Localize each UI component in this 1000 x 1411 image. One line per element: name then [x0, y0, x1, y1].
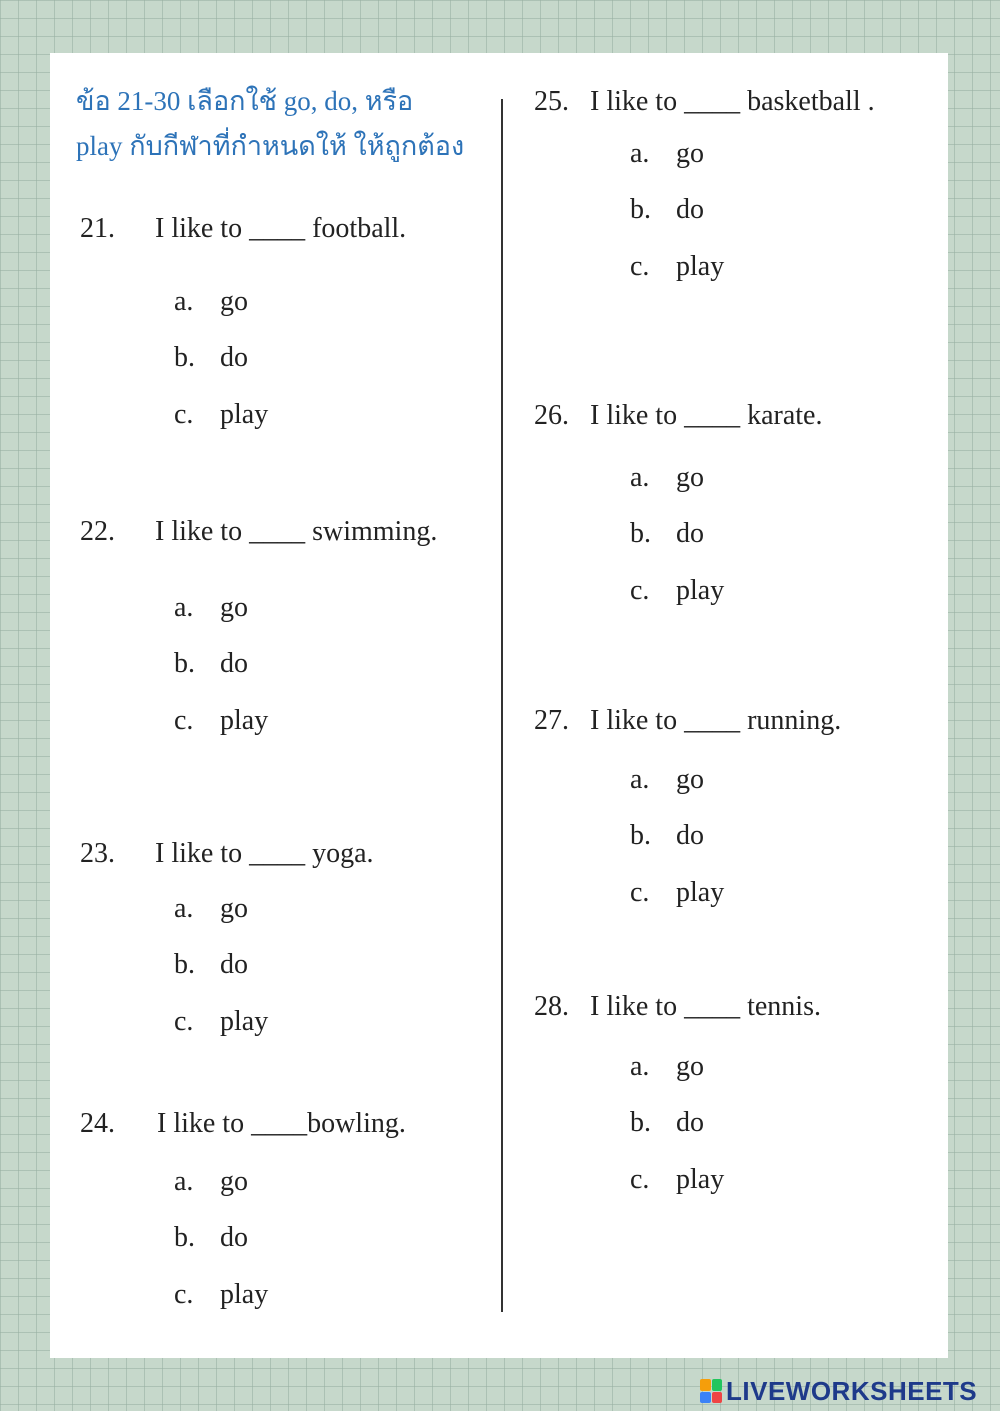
option-text: play	[676, 1164, 725, 1195]
option-c[interactable]	[174, 1279, 268, 1311]
option-c[interactable]	[630, 1164, 724, 1196]
option-a[interactable]	[630, 764, 704, 796]
option-a[interactable]	[630, 138, 704, 170]
question-stem: I like to ____ yoga.	[155, 838, 374, 869]
option-text: go	[220, 286, 248, 317]
option-text: go	[676, 1051, 704, 1082]
option-b[interactable]	[630, 1107, 704, 1139]
option-letter: c.	[630, 251, 650, 282]
option-letter: c.	[174, 399, 194, 430]
option-letter: c.	[630, 575, 650, 606]
option-letter: c.	[174, 1279, 194, 1310]
option-text: go	[676, 764, 704, 795]
option-text: do	[220, 1222, 248, 1253]
option-letter: b.	[630, 194, 651, 225]
option-b[interactable]	[630, 820, 704, 852]
option-letter: a.	[174, 286, 194, 317]
option-letter: b.	[174, 342, 195, 373]
option-text: do	[220, 949, 248, 980]
question-number: 27.	[534, 705, 569, 736]
question-number: 24.	[80, 1108, 115, 1139]
liveworksheets-logo-icon	[700, 1379, 722, 1403]
option-letter: a.	[630, 1051, 650, 1082]
option-letter: a.	[174, 893, 194, 924]
option-letter: b.	[174, 648, 195, 679]
liveworksheets-logo[interactable]	[700, 1376, 977, 1406]
option-text: do	[220, 648, 248, 679]
instruction-line-2: play กับกีฬาที่กำหนดให้ ให้ถูกต้อง	[76, 131, 465, 161]
option-text: go	[676, 462, 704, 493]
option-text: do	[676, 194, 704, 225]
question-stem: I like to ____ tennis.	[590, 991, 821, 1022]
instruction-line-1: ข้อ 21-30 เลือกใช้ go, do, หรือ	[76, 86, 414, 116]
option-text: go	[220, 893, 248, 924]
option-letter: b.	[174, 1222, 195, 1253]
option-text: play	[220, 1279, 269, 1310]
option-c[interactable]	[630, 251, 724, 283]
option-b[interactable]	[630, 194, 704, 226]
option-letter: a.	[630, 462, 650, 493]
option-c[interactable]	[174, 1006, 268, 1038]
option-letter: a.	[630, 138, 650, 169]
option-b[interactable]	[174, 342, 248, 374]
option-letter: b.	[630, 518, 651, 549]
option-a[interactable]	[174, 592, 248, 624]
option-c[interactable]	[174, 705, 268, 737]
option-a[interactable]	[630, 1051, 704, 1083]
logo-text: LIVEWORKSHEETS	[726, 1375, 978, 1406]
option-letter: c.	[174, 1006, 194, 1037]
option-text: play	[220, 399, 269, 430]
question-stem: I like to ____ swimming.	[155, 516, 438, 547]
question-stem: I like to ____ running.	[590, 705, 842, 736]
instruction-text	[76, 79, 496, 169]
option-text: play	[676, 877, 725, 908]
option-letter: c.	[630, 1164, 650, 1195]
option-letter: a.	[630, 764, 650, 795]
option-letter: b.	[174, 949, 195, 980]
option-b[interactable]	[174, 1222, 248, 1254]
option-b[interactable]	[174, 648, 248, 680]
option-letter: a.	[174, 1166, 194, 1197]
option-c[interactable]	[630, 575, 724, 607]
question-stem: I like to ____ basketball .	[590, 86, 875, 117]
option-text: do	[220, 342, 248, 373]
question-stem: I like to ____bowling.	[157, 1108, 406, 1139]
question-number: 26.	[534, 400, 569, 431]
option-text: play	[676, 251, 725, 282]
option-letter: a.	[174, 592, 194, 623]
option-letter: c.	[174, 705, 194, 736]
option-text: play	[220, 1006, 269, 1037]
option-text: do	[676, 1107, 704, 1138]
option-text: do	[676, 820, 704, 851]
option-b[interactable]	[630, 518, 704, 550]
option-text: go	[220, 592, 248, 623]
option-letter: c.	[630, 877, 650, 908]
question-number: 28.	[534, 991, 569, 1022]
option-text: go	[676, 138, 704, 169]
option-text: do	[676, 518, 704, 549]
option-text: play	[676, 575, 725, 606]
option-a[interactable]	[174, 893, 248, 925]
option-a[interactable]	[174, 1166, 248, 1198]
option-text: play	[220, 705, 269, 736]
question-number: 25.	[534, 86, 569, 117]
option-letter: b.	[630, 820, 651, 851]
question-stem: I like to ____ karate.	[590, 400, 823, 431]
question-number: 21.	[80, 213, 115, 244]
option-a[interactable]	[174, 286, 248, 318]
question-stem: I like to ____ football.	[155, 213, 407, 244]
option-c[interactable]	[630, 877, 724, 909]
option-a[interactable]	[630, 462, 704, 494]
worksheet-page	[50, 53, 948, 1358]
column-divider	[501, 99, 503, 1312]
option-b[interactable]	[174, 949, 248, 981]
option-letter: b.	[630, 1107, 651, 1138]
option-text: go	[220, 1166, 248, 1197]
option-c[interactable]	[174, 399, 268, 431]
question-number: 23.	[80, 838, 115, 869]
question-number: 22.	[80, 516, 115, 547]
